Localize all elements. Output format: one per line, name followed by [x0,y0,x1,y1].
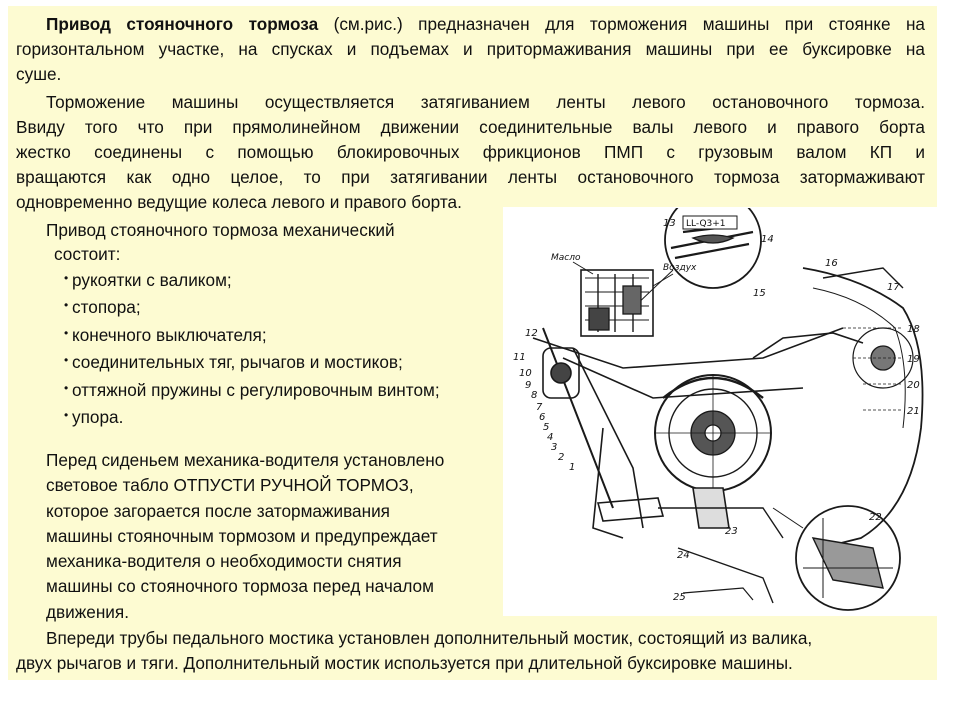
callout-11: 11 [513,352,526,363]
callout-7: 7 [536,402,543,413]
callout-3: 3 [551,442,558,453]
signal-line: машины стояночным тормозом и предупреждает [46,525,438,546]
bullet-icon: • [64,325,69,340]
bottom-line2: двух рычагов и тяги. Дополнительный мостик используется при длительной буксировке машины. [16,653,793,673]
signal-paragraph [46,448,502,625]
para1-line2: горизонтальном участке, на спусках и подъемах и притормаживания машины при ее буксировке на [16,39,925,59]
list-item: • конечного выключателя; [64,321,440,348]
callout-20: 20 [907,380,920,391]
gearbox-block [551,253,697,336]
bullet-icon: • [64,353,69,368]
parking-brake-drawing [503,208,934,616]
para1-line3: суше. [16,64,62,84]
label-maslo: Масло [551,253,581,263]
callout-4: 4 [547,432,554,443]
callout-19: 19 [907,354,920,365]
callout-13: 13 [663,218,676,229]
callout-15: 15 [753,288,766,299]
callout-8: 8 [531,390,538,401]
bullet-icon: • [64,298,69,313]
composition-line2: состоит: [54,244,121,264]
list-item: • рукоятки с валиком; [64,266,440,293]
callout-18: 18 [907,324,920,335]
para1-bold-title: Привод стояночного тормоза [46,14,319,34]
callout-23: 23 [725,526,738,537]
para2-line1: Торможение машины осуществляется затягиванием ленты левого остановочного тормоза. [46,92,925,112]
callout-14: 14 [761,234,774,245]
callout-24: 24 [677,550,690,561]
signal-line: световое табло ОТПУСТИ РУЧНОЙ ТОРМОЗ, [46,475,414,496]
callout-5: 5 [543,422,550,433]
leader-lines [843,328,903,410]
para1-line1-rest: (см.рис.) предназначен для торможения машины при стоянке на [318,14,925,34]
brake-drum [655,375,771,491]
drawing-svg [503,208,934,616]
bullet-icon: • [64,408,69,423]
signal-line: которое загорается после затормаживания [46,500,390,521]
callout-10: 10 [519,368,532,379]
pedal-assembly [598,488,783,603]
list-item: • соединительных тяг, рычагов и мостиков; [64,348,440,375]
list-item: • стопора; [64,293,440,320]
para2-line3: жестко соединены с помощью блокировочных фрикционов ПМП с грузовым валом КП и [16,142,925,162]
para2-line4: вращаются как одно целое, то при затягивании ленты остановочного тормоза затормаживают [16,167,925,187]
signal-line: машины со стояночного тормоза перед началом [46,576,434,597]
label-vozdukh: Воздух [663,263,697,273]
composition-list [64,266,440,430]
list-item: • упора. [64,403,440,430]
callout-9: 9 [525,380,532,391]
callout-2: 2 [558,452,565,463]
signal-line: движения. [46,601,129,622]
bullet-icon: • [64,380,69,395]
signal-line: механика-водителя о необходимости снятия [46,551,402,572]
callout-6: 6 [539,412,546,423]
hull-body [803,268,923,548]
bottom-line1: Впереди трубы педального мостика установлен дополнительный мостик, состоящий из валика, [46,628,813,648]
callout-25: 25 [673,592,686,603]
label-top: LL-Q3+1 [686,219,726,229]
signal-line: Перед сиденьем механика-водителя установлено [46,450,445,470]
para2-line2: Ввиду того что при прямолинейном движении соединительные валы левого и правого борта [16,117,925,137]
para2-line5: одновременно ведущие колеса левого и правого борта. [16,192,462,212]
composition-line1: Привод стояночного тормоза механический [46,220,395,240]
list-item: • оттяжной пружины с регулировочным винтом; [64,376,440,403]
callout-22: 22 [869,512,882,523]
callout-16: 16 [825,258,838,269]
callout-21: 21 [907,406,920,417]
bullet-icon: • [64,271,69,285]
callout-17: 17 [887,282,900,293]
para1-line1 [46,12,925,36]
callout-1: 1 [569,462,576,473]
callout-12: 12 [525,328,538,339]
